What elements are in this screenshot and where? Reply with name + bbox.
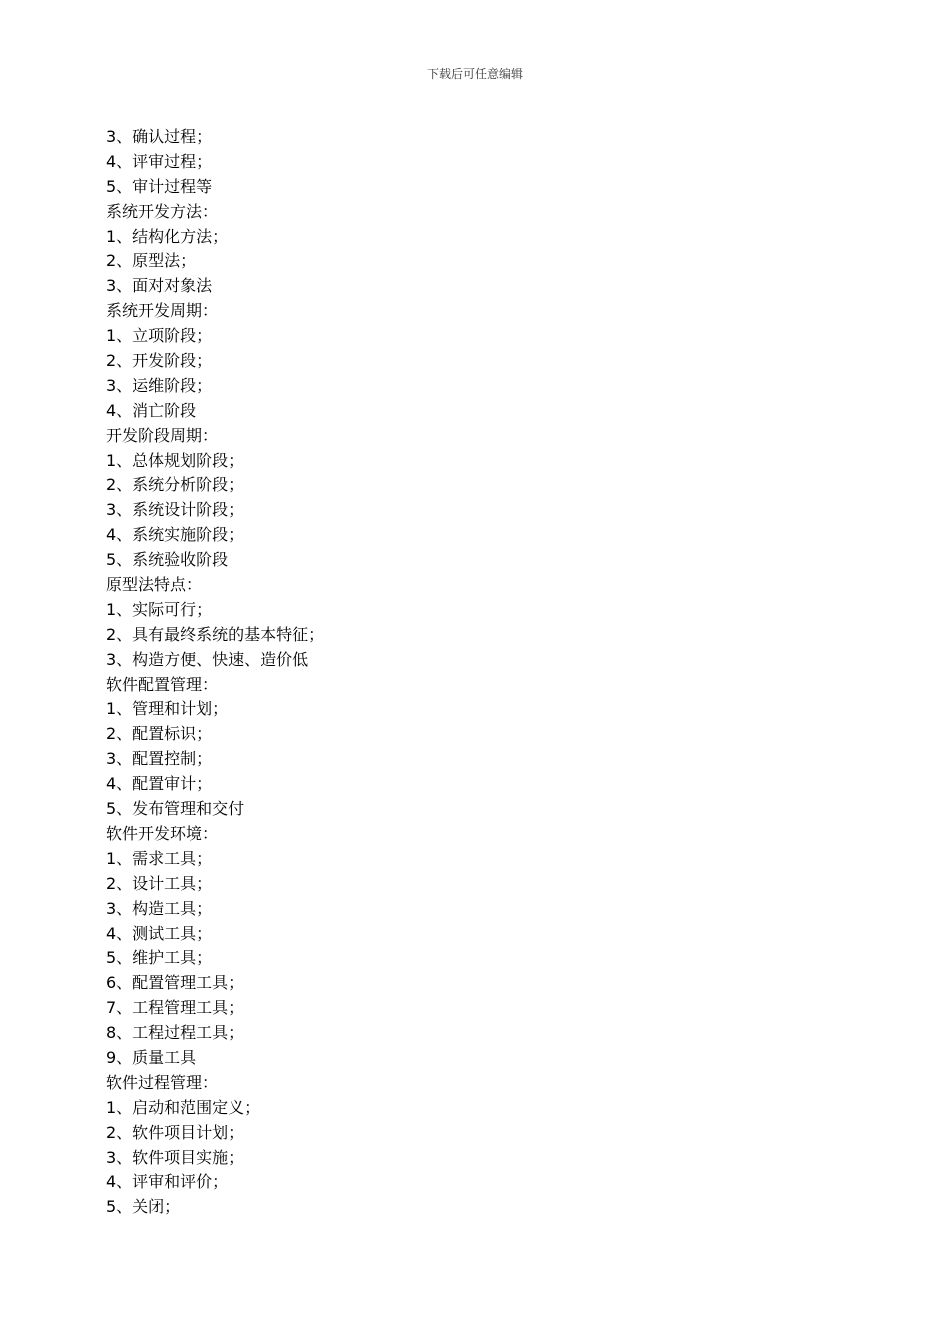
text-line: 2、软件项目计划； bbox=[106, 1122, 245, 1142]
text-line: 1、需求工具； bbox=[106, 848, 213, 868]
text-line: 2、原型法； bbox=[106, 251, 197, 271]
text-line: 3、运维阶段； bbox=[106, 375, 213, 395]
text-line: 1、立项阶段； bbox=[106, 326, 213, 346]
page-header: 下载后可任意编辑 bbox=[426, 67, 523, 81]
text-line: 1、实际可行； bbox=[106, 599, 213, 619]
text-line: 5、审计过程等 bbox=[106, 176, 213, 196]
text-line: 1、管理和计划； bbox=[106, 699, 229, 719]
text-line: 5、系统验收阶段 bbox=[106, 550, 229, 570]
text-line: 1、结构化方法； bbox=[106, 226, 229, 246]
text-line: 2、设计工具； bbox=[106, 873, 213, 893]
text-line: 3、确认过程； bbox=[106, 127, 213, 146]
text-line: 9、质量工具 bbox=[106, 1047, 197, 1067]
document-body bbox=[106, 125, 866, 1220]
text-line: 8、工程过程工具； bbox=[106, 1023, 245, 1043]
text-line: 2、系统分析阶段； bbox=[106, 475, 245, 495]
text-line: 7、工程管理工具； bbox=[106, 998, 245, 1018]
section-heading: 系统开发方法： bbox=[106, 201, 219, 221]
text-line: 2、配置标识； bbox=[106, 724, 213, 744]
text-line: 3、配置控制； bbox=[106, 749, 213, 769]
text-line: 3、面对对象法 bbox=[106, 276, 213, 296]
text-line: 1、启动和范围定义； bbox=[106, 1097, 261, 1117]
text-line: 2、开发阶段； bbox=[106, 351, 213, 371]
section-heading: 软件开发环境： bbox=[106, 823, 219, 843]
text-line: 4、评审过程； bbox=[106, 151, 213, 171]
section-heading: 系统开发周期： bbox=[106, 301, 219, 321]
text-line: 3、构造方便、快速、造价低 bbox=[106, 649, 309, 669]
section-heading: 原型法特点： bbox=[106, 575, 203, 595]
text-line: 4、评审和评价； bbox=[106, 1172, 229, 1192]
text-line: 4、系统实施阶段； bbox=[106, 525, 245, 545]
text-line: 4、消亡阶段 bbox=[106, 400, 197, 420]
text-line: 3、构造工具； bbox=[106, 898, 213, 918]
text-line: 5、关闭； bbox=[106, 1197, 181, 1217]
text-line: 4、测试工具； bbox=[106, 923, 213, 943]
section-heading: 软件过程管理： bbox=[106, 1072, 219, 1092]
text-line: 2、具有最终系统的基本特征； bbox=[106, 624, 325, 644]
text-line: 6、配置管理工具； bbox=[106, 973, 245, 993]
section-heading: 开发阶段周期： bbox=[106, 425, 219, 445]
section-heading: 软件配置管理： bbox=[106, 674, 219, 694]
text-line: 1、总体规划阶段； bbox=[106, 450, 245, 470]
text-line: 3、系统设计阶段； bbox=[106, 500, 245, 520]
text-line: 5、发布管理和交付 bbox=[106, 799, 245, 819]
text-line: 3、软件项目实施； bbox=[106, 1147, 245, 1167]
text-line: 4、配置审计； bbox=[106, 774, 213, 794]
text-line: 5、维护工具； bbox=[106, 948, 213, 968]
